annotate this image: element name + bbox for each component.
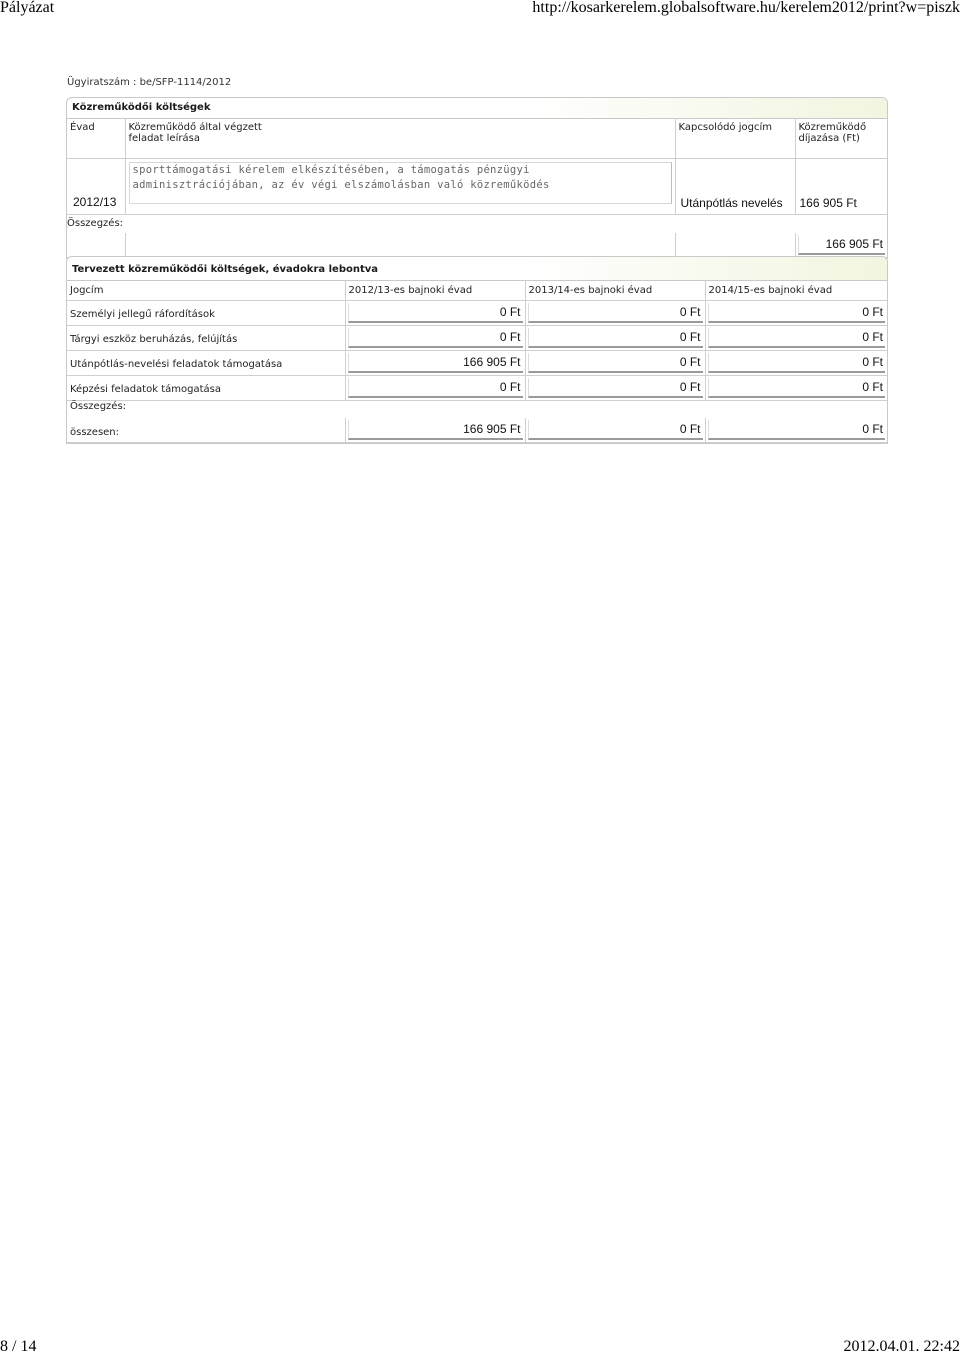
total-label: összesen: xyxy=(67,418,345,443)
row-label: Személyi jellegű ráfordítások xyxy=(67,301,345,326)
column-header-season-2012-13: 2012/13-es bajnoki évad xyxy=(345,281,525,301)
value-field[interactable]: 0 Ft xyxy=(528,353,703,373)
value-field[interactable]: 0 Ft xyxy=(708,303,886,323)
page-number: 8 / 14 xyxy=(0,1338,37,1355)
total-field[interactable]: 166 905 Ft xyxy=(348,420,523,440)
document-number: Ügyiratszám : be/SFP-1114/2012 xyxy=(67,77,232,88)
row-label: Utánpótlás-nevelési feladatok támogatása xyxy=(67,351,345,376)
task-cell xyxy=(125,159,675,215)
table-row xyxy=(67,159,887,215)
total-field[interactable]: 0 Ft xyxy=(708,420,886,440)
value-field[interactable]: 0 Ft xyxy=(528,328,703,348)
column-header-fee: Közreműködő díjazása (Ft) xyxy=(795,119,887,159)
seasonal-costs-table xyxy=(67,281,887,443)
table-row xyxy=(67,326,887,351)
season-value: 2012/13 xyxy=(73,195,117,209)
print-datetime: 2012.04.01. 22:42 xyxy=(843,1338,960,1355)
row-label: Tárgyi eszköz beruházás, felújítás xyxy=(67,326,345,351)
fee-value: 166 905 Ft xyxy=(799,196,857,210)
column-header-season-2014-15: 2014/15-es bajnoki évad xyxy=(705,281,887,301)
value-field[interactable]: 0 Ft xyxy=(348,378,523,398)
summary-total-field[interactable]: 166 905 Ft xyxy=(798,235,886,255)
task-description-field[interactable] xyxy=(129,162,672,204)
legal-title-value: Utánpótlás nevelés xyxy=(680,196,783,210)
panel-title: Tervezett közreműködői költségek, évadokra lebontva xyxy=(67,257,887,281)
panel-title: Közreműködői költségek xyxy=(67,98,887,119)
row-label: Képzési feladatok támogatása xyxy=(67,376,345,401)
column-header-season: Évad xyxy=(67,119,125,159)
table-row xyxy=(67,301,887,326)
summary-label: Összegzés: xyxy=(67,218,124,229)
value-field[interactable]: 0 Ft xyxy=(348,328,523,348)
seasonal-costs-panel xyxy=(66,256,888,444)
legal-title-cell xyxy=(675,159,795,215)
column-header-task: Közreműködő által végzett feladat leírása xyxy=(125,119,675,159)
table-header-row xyxy=(67,119,887,159)
print-header xyxy=(0,0,960,20)
print-url: http://kosarkerelem.globalsoftware.hu/kerelem2012/print?w=piszk xyxy=(532,0,960,16)
value-field[interactable]: 166 905 Ft xyxy=(348,353,523,373)
fee-cell xyxy=(795,159,887,215)
summary-label-row xyxy=(67,215,887,234)
total-row xyxy=(67,418,887,443)
value-field[interactable]: 0 Ft xyxy=(528,378,703,398)
value-field[interactable]: 0 Ft xyxy=(708,378,886,398)
table-row xyxy=(67,351,887,376)
summary-label: Összegzés: xyxy=(70,401,127,412)
summary-row xyxy=(67,233,887,258)
total-field[interactable]: 0 Ft xyxy=(528,420,703,440)
column-header-legal-title: Jogcím xyxy=(67,281,345,301)
summary-total-cell xyxy=(795,233,887,258)
value-field[interactable]: 0 Ft xyxy=(528,303,703,323)
summary-label-row xyxy=(67,401,887,419)
value-field[interactable]: 0 Ft xyxy=(708,328,886,348)
task-description-text: sporttámogatási kérelem elkészítésében, a támogatás pénzügyi adminisztrációjában, az év végi elszámolásban való közreműködés xyxy=(132,164,550,191)
value-field[interactable]: 0 Ft xyxy=(708,353,886,373)
column-header-legal-title: Kapcsolódó jogcím xyxy=(675,119,795,159)
table-row xyxy=(67,376,887,401)
table-header-row xyxy=(67,281,887,301)
contributor-costs-table xyxy=(67,119,887,258)
print-page-title: Pályázat xyxy=(0,0,55,16)
value-field[interactable]: 0 Ft xyxy=(348,303,523,323)
column-header-season-2013-14: 2013/14-es bajnoki évad xyxy=(525,281,705,301)
season-cell xyxy=(67,159,125,215)
contributor-costs-panel xyxy=(66,97,888,259)
print-footer xyxy=(0,1338,960,1357)
